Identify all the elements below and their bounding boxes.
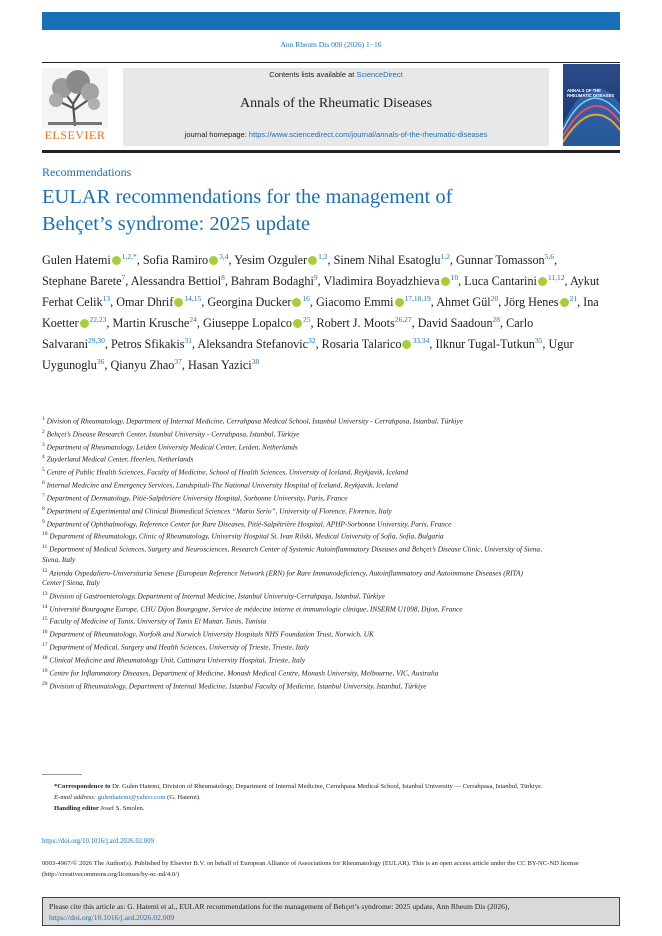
affiliation-item — [42, 517, 542, 530]
correspondence-text: Dr. Gulen Hatemi, Division of Rheumatology, Department of Internal Medicine, Cerrahpasa Medical School, Istanbul University — Cerrahpasa, Istanbul, Türkiye. — [112, 783, 543, 790]
journal-name: Annals of the Rheumatic Diseases — [239, 96, 433, 111]
header-rule-thick — [42, 150, 620, 153]
author-name: Ina Koetter — [42, 295, 599, 331]
author[interactable] — [143, 253, 229, 267]
author-affiliation-ref[interactable]: 16 — [302, 294, 310, 304]
affiliation-text: Division of Gastroenterology, Department of Internal Medicine, Istanbul University-Cerrahpaşa, Istanbul, Türkiye — [47, 591, 385, 601]
author[interactable] — [131, 274, 225, 288]
author-affiliation-ref[interactable]: 13 — [102, 294, 111, 304]
author-name: Georgina Ducker — [207, 295, 292, 310]
affiliation-item — [42, 491, 542, 504]
journal-cover-thumbnail[interactable] — [563, 64, 620, 146]
author-name: Sinem Nihal Esatoglu — [333, 253, 441, 268]
author-affiliation-ref[interactable]: 24 — [189, 315, 197, 325]
author[interactable] — [231, 274, 318, 288]
author-name: Omar Dhrif — [116, 295, 174, 310]
author-affiliation-ref[interactable]: 25 — [302, 315, 311, 325]
author[interactable] — [322, 337, 430, 351]
author[interactable] — [316, 295, 431, 309]
copyright-notice: 0003-4967/© 2026 The Author(s). Published by Elsevier B.V. on behalf of European Alliance of Associations for Rheumatology (EULAR). This is an open access article under the CC BY-NC-ND license (http://creativecommons.org/licenses/by-nc-nd/4.0/) — [42, 860, 579, 878]
author-name: Robert J. Moots — [316, 316, 395, 331]
affiliation-text: Centre of Public Health Sciences, Faculty of Medicine, School of Health Sciences, University of Iceland, Reykjavik, Iceland — [44, 467, 408, 477]
affiliation-item — [42, 640, 542, 653]
contents-prefix: Contents lists available at — [269, 70, 357, 79]
affiliation-number: 1 — [42, 416, 45, 422]
affiliation-number: 9 — [42, 518, 45, 525]
citation-line: Ann Rheum Dis 000 (2026) 1−16 — [280, 40, 382, 49]
author[interactable] — [418, 316, 500, 330]
affiliation-text: Department of Experimental and Clinical Biomedical Sciences “Mario Serio”, University of Florence, Florence, Italy — [44, 506, 392, 516]
author-name: Bahram Bodaghi — [230, 274, 314, 289]
homepage-link[interactable]: https://www.sciencedirect.com/journal/annals-of-the-rheumatic-diseases — [248, 130, 488, 139]
affiliation-text: Zuyderland Medical Center, Heerlen, Netherlands — [44, 454, 194, 464]
affiliation-text: Université Bourgogne Europe, CHU Dijon Bourgogne, Service de médecine interne et immunologie clinique, INSERM U1098, Dijon, France — [47, 604, 463, 613]
author[interactable] — [110, 358, 181, 372]
author-affiliation-ref[interactable]: 9 — [313, 273, 318, 283]
homepage-prefix: journal homepage: — [184, 130, 249, 139]
author[interactable] — [197, 337, 315, 351]
affiliation-text: Clinical Medicine and Rheumatology Unit, Cattinara University Hospital, Trieste, Italy — [47, 655, 306, 665]
affiliation-item — [42, 653, 542, 666]
affiliation-number: 20 — [42, 680, 48, 687]
affiliation-item — [42, 465, 542, 478]
author-affiliation-ref[interactable]: 28 — [492, 315, 501, 325]
affiliation-number: 18 — [42, 654, 48, 661]
affiliation-item — [42, 589, 542, 602]
cover-title: ANNALS OF THE RHEUMATIC DISEASES — [567, 88, 615, 98]
author-name: Aleksandra Stefanovic — [197, 337, 309, 352]
affiliation-text: Internal Medicine and Emergency Services, Landspitali-The National University Hospital of Iceland, Reykjavik, Iceland — [44, 480, 398, 490]
orcid-icon[interactable] — [395, 298, 404, 307]
orcid-icon[interactable] — [538, 277, 547, 286]
affiliation-item — [42, 627, 542, 640]
author-affiliation-ref[interactable]: 14,15 — [184, 294, 202, 304]
header-rule — [42, 62, 620, 63]
orcid-icon[interactable] — [209, 256, 218, 265]
affiliation-item — [42, 566, 542, 589]
author[interactable] — [323, 274, 458, 288]
affiliation-item — [42, 440, 542, 453]
orcid-icon[interactable] — [80, 319, 89, 328]
author[interactable] — [504, 295, 577, 309]
author[interactable] — [234, 253, 327, 267]
author-name: Jörg Henes — [504, 295, 559, 310]
affiliation-text: Behçet’s Disease Research Center, Istanbul University - Cerrahpasa, Istanbul, Türkiye — [44, 429, 300, 439]
correspondence-label: *Correspondence to — [54, 783, 111, 790]
author-name: Alessandra Bettiol — [130, 274, 222, 289]
author-affiliation-ref[interactable]: 35 — [534, 336, 543, 346]
orcid-icon[interactable] — [174, 298, 183, 307]
author-affiliation-ref[interactable]: 17,18,19 — [404, 294, 431, 304]
author-affiliation-ref[interactable]: 1,2,* — [121, 252, 137, 261]
author-name: Giuseppe Lopalco — [202, 316, 292, 331]
footnote-rule — [42, 774, 82, 775]
author-affiliation-ref[interactable]: 36 — [96, 357, 105, 367]
affiliation-item — [42, 414, 542, 427]
affiliation-text: Department of Rheumatology, Leiden University Medical Center, Leiden, Netherlands — [44, 442, 298, 452]
contents-available — [123, 70, 549, 79]
author-affiliation-ref[interactable]: 7 — [121, 273, 126, 283]
handling-editor-note — [42, 804, 620, 815]
affiliation-number: 17 — [42, 642, 48, 649]
affiliation-number: 19 — [42, 667, 48, 674]
author[interactable] — [111, 337, 192, 351]
email-link[interactable]: gulenhatemi@yahoo.com — [97, 793, 166, 801]
orcid-icon[interactable] — [112, 256, 121, 265]
affiliation-text: Department of Medical, Surgery and Health Sciences, University of Trieste, Trieste, Italy — [47, 642, 310, 652]
affiliation-text: Division of Rheumatology, Department of Internal Medicine, Istanbul Faculty of Medicine, Istanbul University, Istanbul, Türkiye — [47, 680, 427, 690]
elsevier-wordmark: ELSEVIER — [44, 128, 106, 142]
author-affiliation-ref[interactable]: 22,23 — [89, 315, 107, 325]
author-affiliation-ref[interactable]: 11,12 — [547, 273, 565, 283]
journal-homepage — [123, 130, 549, 139]
author-name: Stephane Barete — [42, 274, 122, 289]
author-name: David Saadoun — [417, 316, 493, 331]
affiliation-number: 6 — [42, 480, 45, 487]
handling-editor-name: Josef S. Smolen. — [100, 804, 145, 812]
author-affiliation-ref[interactable]: 26,27 — [394, 315, 412, 325]
affiliation-list — [42, 414, 542, 691]
author[interactable] — [317, 316, 412, 330]
handling-editor-label: Handling editor — [54, 804, 99, 812]
email-suffix: (G. Hatemi). — [167, 793, 201, 801]
author[interactable] — [435, 337, 542, 351]
author[interactable] — [334, 253, 450, 267]
author-name: Rosaria Talarico — [321, 337, 402, 352]
author[interactable] — [113, 316, 197, 330]
affiliation-number: 3 — [42, 441, 45, 448]
affiliation-text: Department of Rheumatology, Clinic of Rheumatology, University Hospital St. Ivan Rilski, Medical University of Sofia, Sofia, Bulgaria — [47, 531, 444, 541]
author-affiliation-ref[interactable]: 31 — [184, 336, 192, 346]
affiliation-number: 5 — [42, 467, 45, 474]
sciencedirect-link[interactable]: ScienceDirect — [356, 70, 403, 79]
author-affiliation-ref[interactable]: 20 — [490, 294, 499, 304]
author-name: Sofia Ramiro — [142, 253, 209, 268]
author-affiliation-ref[interactable]: 29,30 — [88, 336, 105, 346]
author-name: Ugur Uygunoglu — [42, 337, 574, 373]
affiliation-number: 15 — [42, 616, 48, 623]
journal-color-bar — [42, 12, 620, 30]
author-name: Gulen Hatemi — [42, 253, 111, 268]
author-name: Aykut Ferhat Celik — [42, 274, 600, 310]
affiliation-number: 10 — [42, 531, 48, 538]
author-name: Ilknur Tugal-Tutkun — [435, 337, 535, 352]
affiliation-number: 13 — [42, 590, 48, 597]
affiliation-text: Division of Rheumatology, Department of Internal Medicine, Cerrahpasa Medical School, Istanbul University - Cerrahpasa, Istanbul, Türkiye — [44, 416, 463, 426]
author-name: Petros Sfikakis — [111, 337, 185, 352]
affiliation-item — [42, 478, 542, 491]
footnotes — [42, 782, 620, 814]
affiliation-text: Centre for Inflammatory Diseases, Department of Medicine, Monash Medical Centre, Monash University, Melbourne, VIC, Australia — [47, 668, 439, 678]
doi-link[interactable]: https://doi.org/10.1016/j.ard.2026.02.009 — [42, 838, 155, 845]
affiliation-item — [42, 614, 542, 627]
author[interactable] — [203, 316, 311, 330]
orcid-icon[interactable] — [308, 256, 317, 265]
author-affiliation-ref[interactable]: 5,6 — [544, 252, 555, 261]
author-affiliation-ref[interactable]: 37 — [174, 357, 182, 367]
affiliation-number: 12 — [42, 567, 48, 574]
author-name: Martin Krusche — [112, 316, 190, 331]
title-line-2: Behçet’s syndrome: 2025 update — [42, 213, 311, 235]
affiliation-text: Department of Dermatology, Pitié-Salpêtrière University Hospital, Sorbonne University, Paris, France — [44, 493, 348, 503]
author-affiliation-ref[interactable]: 1,2 — [440, 252, 450, 261]
article-type-label: Recommendations — [42, 165, 132, 179]
affiliation-number: 4 — [42, 454, 45, 461]
affiliation-item — [42, 679, 542, 692]
cite-doi-link[interactable]: https://doi.org/10.1016/j.ard.2026.02.009 — [49, 913, 175, 922]
author-name: Gunnar Tomasson — [456, 253, 545, 268]
article-title — [42, 184, 562, 238]
author-affiliation-ref[interactable]: 8 — [221, 273, 225, 283]
author-name: Luca Cantarini — [464, 274, 537, 289]
affiliation-text: Faculty of Medicine of Tunis, University of Tunis El Manar, Tunis, Tunisia — [47, 616, 267, 626]
author[interactable] — [464, 274, 564, 288]
affiliation-item — [42, 504, 542, 517]
author-affiliation-ref[interactable]: 21 — [569, 294, 578, 304]
affiliation-number: 16 — [42, 629, 48, 636]
author-affiliation-ref[interactable]: 32 — [308, 336, 316, 346]
author-affiliation-ref[interactable]: 3,4 — [219, 252, 229, 261]
orcid-icon[interactable] — [292, 298, 301, 307]
author[interactable] — [456, 253, 554, 267]
affiliation-item — [42, 666, 542, 679]
affiliation-text: Department of Medical Sciences, Surgery and Neurosciences, Research Center of Systemic Autoinflammatory Diseases and Behçet’s Disease Clinic, University of Siena, Siena, Italy — [42, 544, 542, 565]
author-affiliation-ref[interactable]: 1,2 — [318, 252, 328, 261]
author-name: Vladimira Boyadzhieva — [323, 274, 440, 289]
author-name: Carlo Salvarani — [42, 316, 534, 352]
affiliation-number: 14 — [42, 603, 48, 610]
author[interactable] — [42, 274, 125, 288]
affiliation-item — [42, 542, 542, 565]
author[interactable] — [42, 253, 137, 267]
author-affiliation-ref[interactable]: 33,34 — [412, 336, 430, 346]
affiliation-number: 7 — [42, 492, 45, 499]
affiliation-text: Department of Rheumatology, Norfolk and Norwich University Hospitals NHS Foundation Trust, Norwich, UK — [47, 629, 374, 639]
author[interactable] — [188, 358, 259, 372]
affiliation-text: Department of Ophthalmology, Reference Center for Rare Diseases, Pitié-Salpêtrière Hospital, APHP-Sorbonne University, Paris, France — [44, 519, 452, 529]
orcid-icon[interactable] — [293, 319, 302, 328]
author-list: Gulen Hatemi $^{1,2,*}$, Sofia Ramiro $^{3,4}$, Yesim Ozguler $^{1,2}$, Sinem Nihal Esatoglu$^{1,2}$, Gunnar Tomasson$^{5,6}$, Stephane Barete$^7$, Alessandra Bettiol$^8$, Bahram Bodaghi$^9$, Vladimira Boyadzhieva $^{10}$, Luca Cantarini $^{11,12}$, Aykut Ferhat Celik$^{13}$, Omar Dhrif $^{14,15}$, Georgina Ducker $^{16}$, Giacomo Emmi $^{17,18,19}$, Ahmet Gül$^{20}$, Jörg Henes $^{21}$, Ina Koetter $^{22,23}$, Martin Krusche$^{24}$, Giuseppe Lopalco $^{25}$, Robert J. Moots$^{26,27}$, David Saadoun$^{28}$, Carlo Salvarani$^{29,30}$, Petros Sfikakis$^{31}$, Aleksandra Stefanovic$^{32}$, Rosaria Talarico $^{33,34}$, Ilknur Tugal-Tutkun$^{35}$, Ugur Uygunoglu$^{36}$, Qianyu Zhao$^{37}$, Hasan Yazici$^{38}$ — [42, 252, 600, 373]
affiliation-item — [42, 452, 542, 465]
author-affiliation-ref[interactable]: 38 — [251, 357, 260, 367]
email-note — [42, 793, 620, 804]
author[interactable] — [436, 295, 498, 309]
author-affiliation-ref[interactable]: 10 — [450, 273, 459, 283]
affiliation-text: Azienda Ospedaliero-Universitaria Senese [European Reference Network (ERN) for Rare Immunodeficiency, Autoinflammatory and Autoimmune Diseases (RITA) Center] Siena, Italy — [42, 567, 523, 588]
affiliation-item — [42, 529, 542, 542]
author-name: Yesim Ozguler — [234, 253, 308, 268]
email-label: E-mail address: — [54, 793, 97, 801]
orcid-icon[interactable] — [441, 277, 450, 286]
author-name: Ahmet Gül — [436, 295, 491, 310]
author[interactable] — [116, 295, 201, 309]
cite-text: Please cite this article as: G. Hatemi et al., EULAR recommendations for the management of Behçet’s syndrome: 2025 update, Ann Rheum Dis (2026), — [49, 902, 510, 911]
author-name: Qianyu Zhao — [110, 358, 175, 373]
author-name: Hasan Yazici — [188, 358, 252, 373]
author[interactable] — [207, 295, 310, 309]
orcid-icon[interactable] — [402, 340, 411, 349]
affiliation-number: 8 — [42, 505, 45, 512]
title-line-1: EULAR recommendations for the management of — [42, 186, 453, 208]
correspondence-note — [42, 782, 620, 793]
affiliation-item — [42, 602, 542, 615]
affiliation-number: 2 — [42, 428, 45, 435]
orcid-icon[interactable] — [560, 298, 569, 307]
affiliation-item — [42, 427, 542, 440]
affiliation-number: 11 — [42, 544, 48, 551]
cite-this-article-box — [42, 897, 620, 926]
author-name: Giacomo Emmi — [316, 295, 394, 310]
